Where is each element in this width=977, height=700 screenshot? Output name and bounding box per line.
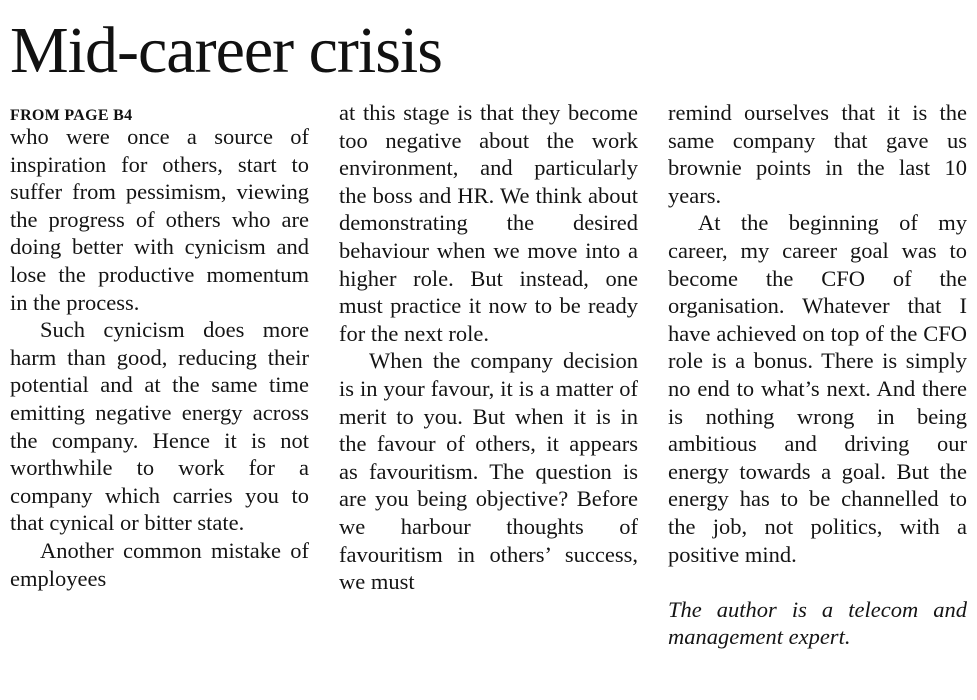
article-column-3: [668, 99, 967, 651]
paragraph: When the company decision is in your favour, it is a matter of merit to you. But when it is in the favour of others, it appears as favouritism. The question is are you being objective? Before we harbour thoughts of favouritism in others’ success, we must: [339, 348, 638, 595]
paragraph: at this stage is that they become too negative about the work environment, and particularly the boss and HR. We think about demonstrating the desired behaviour when we move into a higher role. But instead, one must practice it now to be ready for the next role.: [339, 100, 638, 346]
paragraph: Such cynicism does more harm than good, reducing their potential and at the same time emitting negative energy across the company. Hence it is not worthwhile to work for a company which carries you to that cynical or bitter state.: [10, 317, 309, 536]
author-byline: The author is a telecom and management expert.: [668, 596, 967, 650]
paragraph: who were once a source of inspiration for others, start to suffer from pessimism, viewing the progress of others who are doing better with cynicism and lose the productive momentum in the process.: [10, 124, 309, 315]
article-column-1: [10, 99, 309, 592]
article-column-2: [339, 99, 638, 596]
continued-from-label: FROM PAGE B4: [10, 107, 133, 124]
paragraph: Another common mistake of employees: [10, 537, 309, 591]
paragraph: remind ourselves that it is the same company that gave us brownie points in the last 10 years.: [668, 100, 967, 208]
paragraph: At the beginning of my career, my career goal was to become the CFO of the organisation. Whatever that I have achieved on top of the CFO role is a bonus. There is simply no end to what’s next. And there is nothing wrong in being ambitious and driving our energy towards a goal. But the energy has to be channelled to the job, not politics, with a positive mind.: [668, 210, 967, 567]
article-headline: Mid-career crisis: [10, 14, 442, 87]
